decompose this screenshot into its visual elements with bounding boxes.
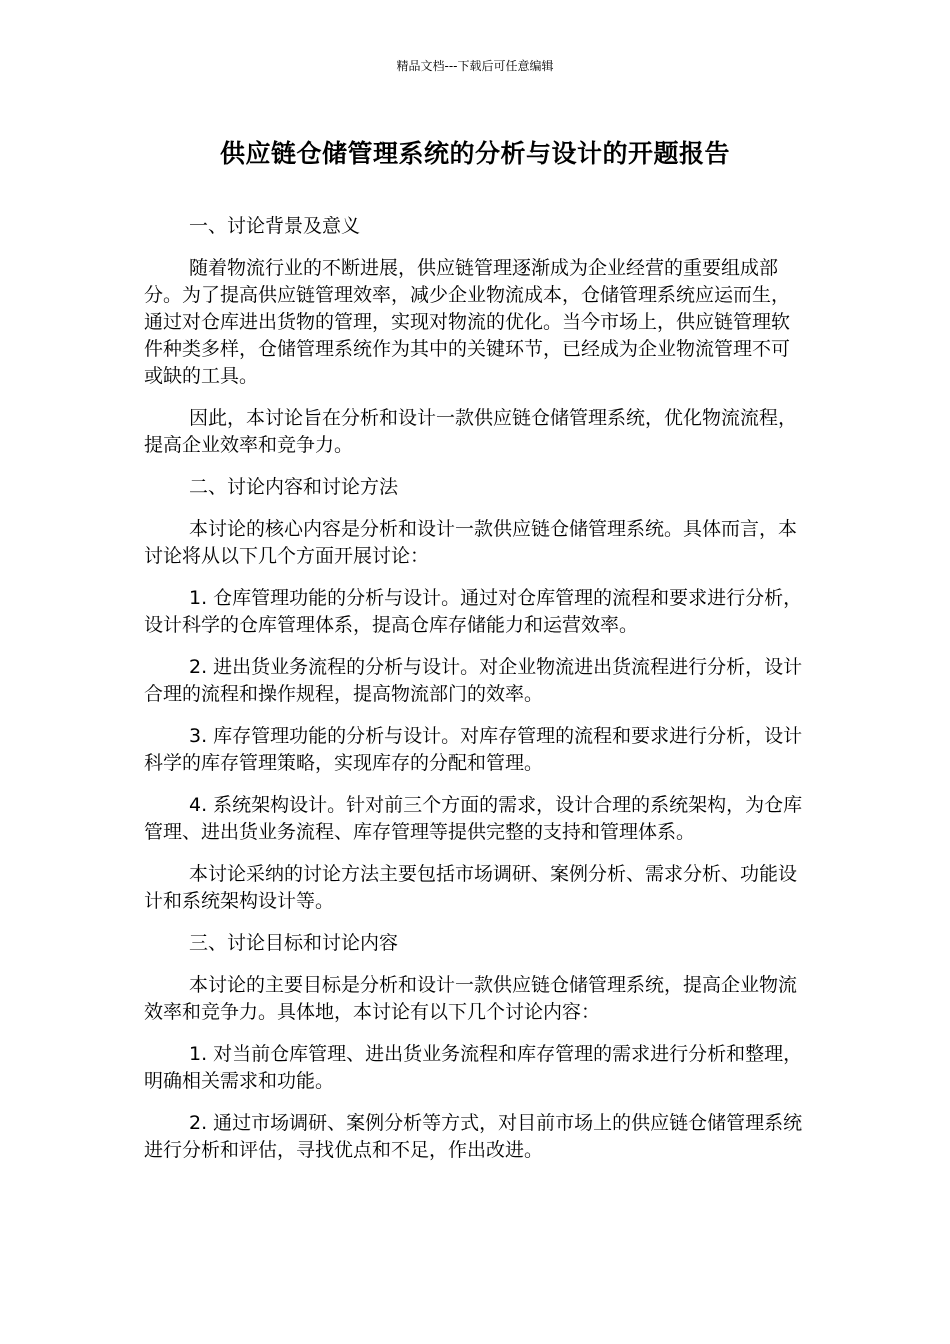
list-item: 4. 系统架构设计。针对前三个方面的需求，设计合理的系统架构，为仓库管理、进出货业务流程、库存管理等提供完整的支持和管理体系。 [144,794,803,843]
document-body [144,213,804,1179]
paragraph: 随着物流行业的不断进展，供应链管理逐渐成为企业经营的重要组成部分。为了提高供应链管理效率，减少企业物流成本，仓储管理系统应运而生，通过对仓库进出货物的管理，实现对物流的优化。当今市场上，供应链管理软件种类多样，仓储管理系统作为其中的关键环节，已经成为企业物流管理不可或缺的工具。 [144,257,791,387]
paragraph: 本讨论的核心内容是分析和设计一款供应链仓储管理系统。具体而言，本讨论将从以下几个方面开展讨论： [144,518,798,567]
list-item: 2. 通过市场调研、案例分析等方式，对目前市场上的供应链仓储管理系统进行分析和评估，寻找优点和不足，作出改进。 [144,1112,803,1161]
list-item: 1. 仓库管理功能的分析与设计。通过对仓库管理的流程和要求进行分析，设计科学的仓库管理体系，提高仓库存储能力和运营效率。 [144,587,803,636]
page-header: 精品文档---下载后可任意编辑 [396,59,554,73]
section-heading-goals: 三、讨论目标和讨论内容 [189,932,399,954]
section-heading-content-methods: 二、讨论内容和讨论方法 [189,476,399,498]
document-title: 供应链仓储管理系统的分析与设计的开题报告 [219,139,730,168]
list-item: 3. 库存管理功能的分析与设计。对库存管理的流程和要求进行分析，设计科学的库存管理策略，实现库存的分配和管理。 [144,725,803,774]
paragraph: 本讨论的主要目标是分析和设计一款供应链仓储管理系统，提高企业物流效率和竞争力。具体地，本讨论有以下几个讨论内容： [144,974,798,1023]
list-item: 2. 进出货业务流程的分析与设计。对企业物流进出货流程进行分析，设计合理的流程和操作规程，提高物流部门的效率。 [144,656,803,705]
paragraph: 本讨论采纳的讨论方法主要包括市场调研、案例分析、需求分析、功能设计和系统架构设计等。 [144,863,798,912]
section-heading-background: 一、讨论背景及意义 [189,215,361,237]
list-item: 1. 对当前仓库管理、进出货业务流程和库存管理的需求进行分析和整理，明确相关需求和功能。 [144,1043,803,1092]
paragraph: 因此，本讨论旨在分析和设计一款供应链仓储管理系统，优化物流流程，提高企业效率和竞争力。 [144,407,798,456]
